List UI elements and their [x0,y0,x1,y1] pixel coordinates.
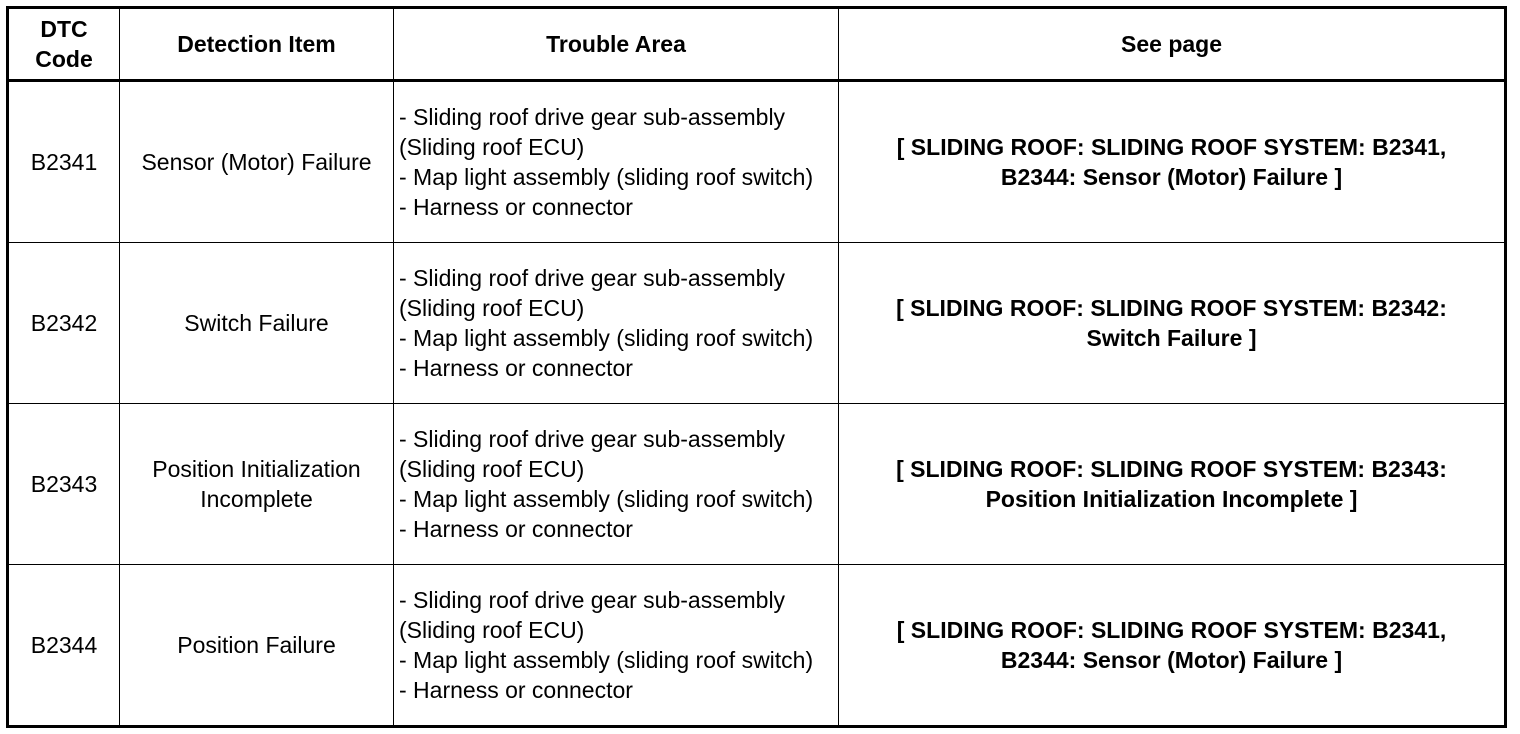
header-see-page: See page [839,8,1506,81]
dtc-code-cell: B2342 [8,243,120,404]
trouble-area-cell [394,81,839,243]
detection-item-cell: Sensor (Motor) Failure [120,81,394,243]
see-page-link[interactable]: [ SLIDING ROOF: SLIDING ROOF SYSTEM: B2341, B2344: Sensor (Motor) Failure ] [839,81,1506,243]
trouble-area-cell [394,564,839,726]
trouble-area-line: - Map light assembly (sliding roof switch) [399,164,814,190]
trouble-area-line: - Sliding roof drive gear sub-assembly (Sliding roof ECU) [399,425,786,482]
table-row [8,243,1506,404]
table-row [8,403,1506,564]
dtc-code-cell: B2341 [8,81,120,243]
dtc-table [6,6,1507,728]
trouble-area-line: - Map light assembly (sliding roof switch) [399,485,814,512]
table-body [8,81,1506,727]
table-row [8,564,1506,726]
trouble-area-line: - Sliding roof drive gear sub-assembly (Sliding roof ECU) [399,104,786,160]
trouble-area-cell [394,243,839,404]
trouble-area-line: - Harness or connector [399,354,633,381]
detection-item-cell: Position Initialization Incomplete [120,403,394,564]
see-page-link[interactable]: [ SLIDING ROOF: SLIDING ROOF SYSTEM: B2342: Switch Failure ] [839,243,1506,404]
header-detection-item: Detection Item [120,8,394,81]
trouble-area-line: - Harness or connector [399,676,633,703]
detection-item-cell: Position Failure [120,564,394,726]
trouble-area-line: - Map light assembly (sliding roof switch) [399,324,814,351]
trouble-area-line: - Harness or connector [399,194,633,220]
trouble-area-line: - Sliding roof drive gear sub-assembly (Sliding roof ECU) [399,586,786,643]
trouble-area-line: - Sliding roof drive gear sub-assembly (Sliding roof ECU) [399,264,786,321]
header-trouble-area: Trouble Area [394,8,839,81]
table-row [8,81,1506,243]
dtc-code-cell: B2343 [8,403,120,564]
header-dtc-code: DTC Code [8,8,120,81]
see-page-link[interactable]: [ SLIDING ROOF: SLIDING ROOF SYSTEM: B2341, B2344: Sensor (Motor) Failure ] [839,564,1506,726]
see-page-link[interactable]: [ SLIDING ROOF: SLIDING ROOF SYSTEM: B2343: Position Initialization Incomplete ] [839,403,1506,564]
dtc-code-cell: B2344 [8,564,120,726]
header-row [8,8,1506,81]
trouble-area-line: - Map light assembly (sliding roof switch) [399,646,814,673]
trouble-area-cell [394,403,839,564]
table-header [8,8,1506,81]
detection-item-cell: Switch Failure [120,243,394,404]
trouble-area-line: - Harness or connector [399,515,633,542]
